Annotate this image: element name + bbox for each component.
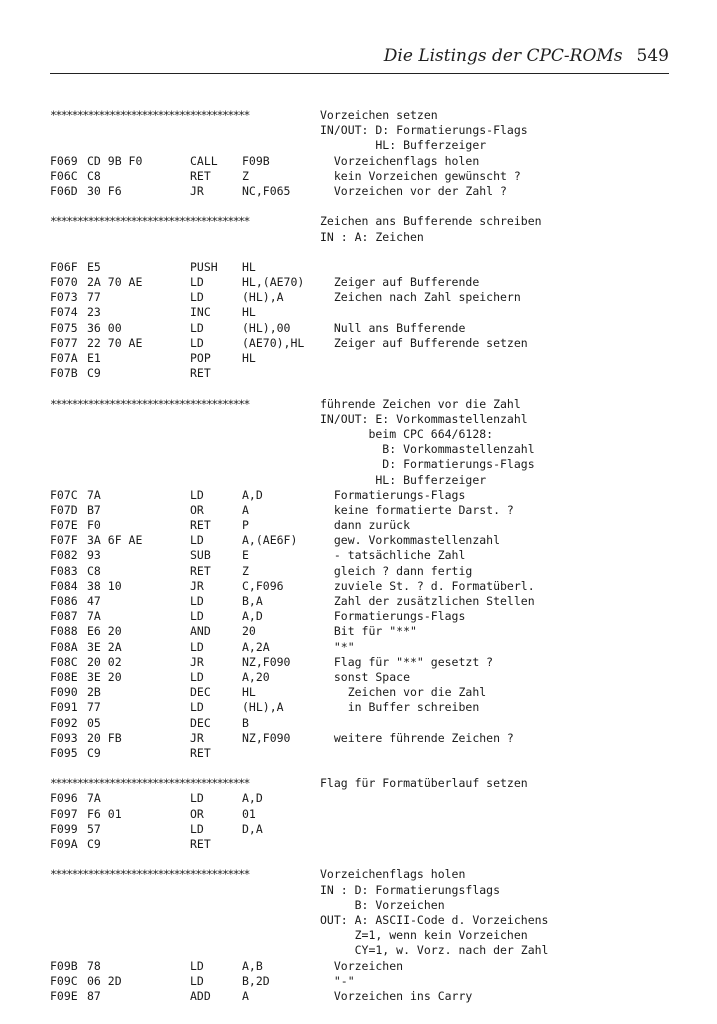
address: F09A: [50, 837, 78, 851]
comment: "*": [320, 639, 355, 654]
operand: A: [242, 988, 249, 1003]
opcode-bytes: 93: [87, 548, 101, 563]
address: F07F: [50, 533, 78, 548]
comment: OUT: A: ASCII-Code d. Vorzeichens: [320, 912, 549, 927]
comment: Zeichen ans Bufferende schreiben: [320, 214, 542, 229]
mnemonic: AND: [190, 624, 211, 639]
opcode-bytes: 57: [87, 821, 101, 836]
operand: HL: [242, 685, 256, 700]
running-header-title: Die Listings der CPC-ROMs: [383, 46, 623, 66]
comment: führende Zeichen vor die Zahl: [320, 396, 521, 411]
comment: HL: Bufferzeiger: [320, 472, 487, 487]
comment: Vorzeichen: [320, 958, 404, 973]
mnemonic: JR: [190, 183, 204, 198]
address: F07A: [50, 351, 78, 365]
mnemonic: LD: [190, 958, 204, 973]
comment: in Buffer schreiben: [320, 700, 480, 715]
address: F077: [50, 335, 78, 350]
opcode-bytes: 20 02: [87, 654, 122, 669]
address: F08E: [50, 669, 78, 684]
mnemonic: LD: [190, 487, 204, 502]
comment: Bit für "**": [320, 624, 417, 639]
comment: beim CPC 664/6128:: [320, 426, 494, 441]
comment: dann zurück: [320, 518, 411, 533]
opcode-bytes: F0: [87, 518, 101, 533]
opcode-bytes: 7A: [87, 487, 101, 502]
separator-stars: *************************************: [50, 108, 249, 122]
opcode-bytes: 77: [87, 290, 101, 305]
address: F070: [50, 275, 78, 290]
operand: 01: [242, 806, 256, 821]
comment: sonst Space: [320, 669, 411, 684]
comment: HL: Bufferzeiger: [320, 138, 487, 153]
comment: Zeichen nach Zahl speichern: [320, 290, 521, 305]
address: F097: [50, 806, 78, 821]
comment: gew. Vorkommastellenzahl: [320, 533, 501, 548]
comment: gleich ? dann fertig: [320, 563, 473, 578]
operand: NZ,F090: [242, 730, 291, 745]
opcode-bytes: CD 9B F0: [87, 153, 143, 168]
mnemonic: RET: [190, 837, 211, 851]
opcode-bytes: 20 FB: [87, 730, 122, 745]
operand: HL: [242, 305, 256, 320]
operand: NC,F065: [242, 183, 291, 198]
address: F082: [50, 548, 78, 563]
opcode-bytes: 7A: [87, 609, 101, 624]
opcode-bytes: B7: [87, 502, 101, 517]
running-header: [0, 46, 669, 66]
mnemonic: OR: [190, 502, 204, 517]
address: F07B: [50, 366, 78, 381]
opcode-bytes: 06 2D: [87, 973, 122, 988]
mnemonic: POP: [190, 351, 211, 365]
address: F099: [50, 821, 78, 836]
comment: Zeiger auf Bufferende: [320, 275, 480, 290]
operand: A,2A: [242, 639, 270, 654]
opcode-bytes: 47: [87, 594, 101, 608]
opcode-bytes: 2A 70 AE: [87, 275, 143, 290]
mnemonic: LD: [190, 275, 204, 290]
operand: F09B: [242, 153, 270, 168]
mnemonic: LD: [190, 533, 204, 548]
comment: Formatierungs-Flags: [320, 487, 466, 502]
comment: keine formatierte Darst. ?: [320, 502, 514, 517]
mnemonic: RET: [190, 366, 211, 381]
operand: A: [242, 502, 249, 517]
address: F093: [50, 730, 78, 745]
mnemonic: RET: [190, 168, 211, 183]
mnemonic: LD: [190, 821, 204, 836]
operand: HL,(AE70): [242, 275, 305, 290]
comment: IN : A: Zeichen: [320, 229, 424, 244]
operand: (HL),A: [242, 290, 284, 305]
address: F095: [50, 745, 78, 760]
opcode-bytes: E5: [87, 259, 101, 274]
separator-stars: *************************************: [50, 776, 249, 791]
address: F075: [50, 320, 78, 335]
address: F09E: [50, 988, 78, 1003]
address: F090: [50, 685, 78, 700]
mnemonic: RET: [190, 518, 211, 533]
mnemonic: INC: [190, 305, 211, 320]
address: F07E: [50, 518, 78, 533]
operand: B: [242, 715, 249, 730]
address: F088: [50, 624, 78, 639]
comment: B: Vorkommastellenzahl: [320, 442, 535, 457]
operand: P: [242, 518, 249, 533]
operand: NZ,F090: [242, 654, 291, 669]
opcode-bytes: 3E 20: [87, 669, 122, 684]
comment: IN/OUT: E: Vorkommastellenzahl: [320, 411, 528, 426]
address: F074: [50, 305, 78, 320]
header-rule: [50, 73, 669, 74]
separator-stars: *************************************: [50, 867, 249, 882]
opcode-bytes: 2B: [87, 685, 101, 700]
address: F084: [50, 578, 78, 593]
comment: Flag für Formatüberlauf setzen: [320, 776, 528, 791]
opcode-bytes: 7A: [87, 791, 101, 806]
opcode-bytes: 3E 2A: [87, 639, 122, 654]
mnemonic: LD: [190, 669, 204, 684]
comment: Z=1, wenn kein Vorzeichen: [320, 928, 528, 943]
mnemonic: JR: [190, 654, 204, 669]
mnemonic: RET: [190, 745, 211, 760]
opcode-bytes: E6 20: [87, 624, 122, 639]
comment: - tatsächliche Zahl: [320, 548, 466, 563]
operand: A,20: [242, 669, 270, 684]
opcode-bytes: C9: [87, 837, 101, 851]
mnemonic: LD: [190, 700, 204, 715]
address: F069: [50, 153, 78, 168]
operand: D,A: [242, 821, 263, 836]
opcode-bytes: C9: [87, 366, 101, 381]
operand: A,D: [242, 609, 263, 624]
comment: IN/OUT: D: Formatierungs-Flags: [320, 123, 528, 138]
operand: Z: [242, 168, 249, 183]
operand: Z: [242, 563, 249, 578]
operand: C,F096: [242, 578, 284, 593]
opcode-bytes: 78: [87, 958, 101, 973]
opcode-bytes: 77: [87, 700, 101, 715]
mnemonic: OR: [190, 806, 204, 821]
address: F091: [50, 700, 78, 715]
address: F08A: [50, 639, 78, 654]
mnemonic: CALL: [190, 153, 218, 168]
opcode-bytes: C8: [87, 168, 101, 183]
operand: (AE70),HL: [242, 335, 305, 350]
mnemonic: DEC: [190, 715, 211, 730]
opcode-bytes: 87: [87, 988, 101, 1003]
mnemonic: RET: [190, 563, 211, 578]
operand: B,A: [242, 594, 263, 608]
opcode-bytes: C8: [87, 563, 101, 578]
mnemonic: LD: [190, 594, 204, 608]
address: F096: [50, 791, 78, 806]
operand: HL: [242, 259, 256, 274]
opcode-bytes: 38 10: [87, 578, 122, 593]
operand: A,D: [242, 487, 263, 502]
address: F08C: [50, 654, 78, 669]
comment: B: Vorzeichen: [320, 897, 445, 912]
comment: Formatierungs-Flags: [320, 609, 466, 624]
opcode-bytes: 36 00: [87, 320, 122, 335]
comment: CY=1, w. Vorz. nach der Zahl: [320, 943, 549, 958]
comment: Vorzeichen vor der Zahl ?: [320, 183, 507, 198]
separator-stars: *************************************: [50, 214, 249, 229]
operand: B,2D: [242, 973, 270, 988]
opcode-bytes: 05: [87, 715, 101, 730]
address: F086: [50, 594, 78, 608]
mnemonic: LD: [190, 639, 204, 654]
separator-stars: *************************************: [50, 396, 249, 411]
operand: E: [242, 548, 249, 563]
operand: A,B: [242, 958, 263, 973]
opcode-bytes: F6 01: [87, 806, 122, 821]
mnemonic: DEC: [190, 685, 211, 700]
operand: HL: [242, 351, 256, 365]
address: F06D: [50, 183, 78, 198]
address: F07D: [50, 502, 78, 517]
comment: IN : D: Formatierungsflags: [320, 882, 501, 897]
comment: Null ans Bufferende: [320, 320, 466, 335]
address: F09B: [50, 958, 78, 973]
address: F083: [50, 563, 78, 578]
opcode-bytes: 22 70 AE: [87, 335, 143, 350]
opcode-bytes: E1: [87, 351, 101, 365]
comment: weitere führende Zeichen ?: [320, 730, 514, 745]
mnemonic: LD: [190, 335, 204, 350]
comment: Zahl der zusätzlichen Stellen: [320, 594, 535, 608]
comment: Zeichen vor die Zahl: [320, 685, 487, 700]
comment: Zeiger auf Bufferende setzen: [320, 335, 528, 350]
address: F087: [50, 609, 78, 624]
mnemonic: LD: [190, 320, 204, 335]
operand: (HL),00: [242, 320, 291, 335]
comment: D: Formatierungs-Flags: [320, 457, 535, 472]
mnemonic: JR: [190, 578, 204, 593]
comment: "-": [320, 973, 355, 988]
mnemonic: LD: [190, 290, 204, 305]
address: F06C: [50, 168, 78, 183]
mnemonic: PUSH: [190, 259, 218, 274]
address: F09C: [50, 973, 78, 988]
address: F092: [50, 715, 78, 730]
operand: A,(AE6F): [242, 533, 298, 548]
comment: zuviele St. ? d. Formatüberl.: [320, 578, 535, 593]
comment: Vorzeichen setzen: [320, 108, 438, 122]
address: F073: [50, 290, 78, 305]
operand: 20: [242, 624, 256, 639]
mnemonic: JR: [190, 730, 204, 745]
page-number: 549: [636, 46, 669, 66]
address: F06F: [50, 259, 78, 274]
comment: Vorzeichenflags holen: [320, 153, 480, 168]
comment: Vorzeichen ins Carry: [320, 988, 473, 1003]
comment: Flag für "**" gesetzt ?: [320, 654, 494, 669]
operand: A,D: [242, 791, 263, 806]
opcode-bytes: C9: [87, 745, 101, 760]
opcode-bytes: 30 F6: [87, 183, 122, 198]
mnemonic: LD: [190, 791, 204, 806]
address: F07C: [50, 487, 78, 502]
mnemonic: SUB: [190, 548, 211, 563]
operand: (HL),A: [242, 700, 284, 715]
opcode-bytes: 23: [87, 305, 101, 320]
comment: Vorzeichenflags holen: [320, 867, 466, 882]
mnemonic: ADD: [190, 988, 211, 1003]
comment: kein Vorzeichen gewünscht ?: [320, 168, 521, 183]
mnemonic: LD: [190, 609, 204, 624]
opcode-bytes: 3A 6F AE: [87, 533, 143, 548]
mnemonic: LD: [190, 973, 204, 988]
